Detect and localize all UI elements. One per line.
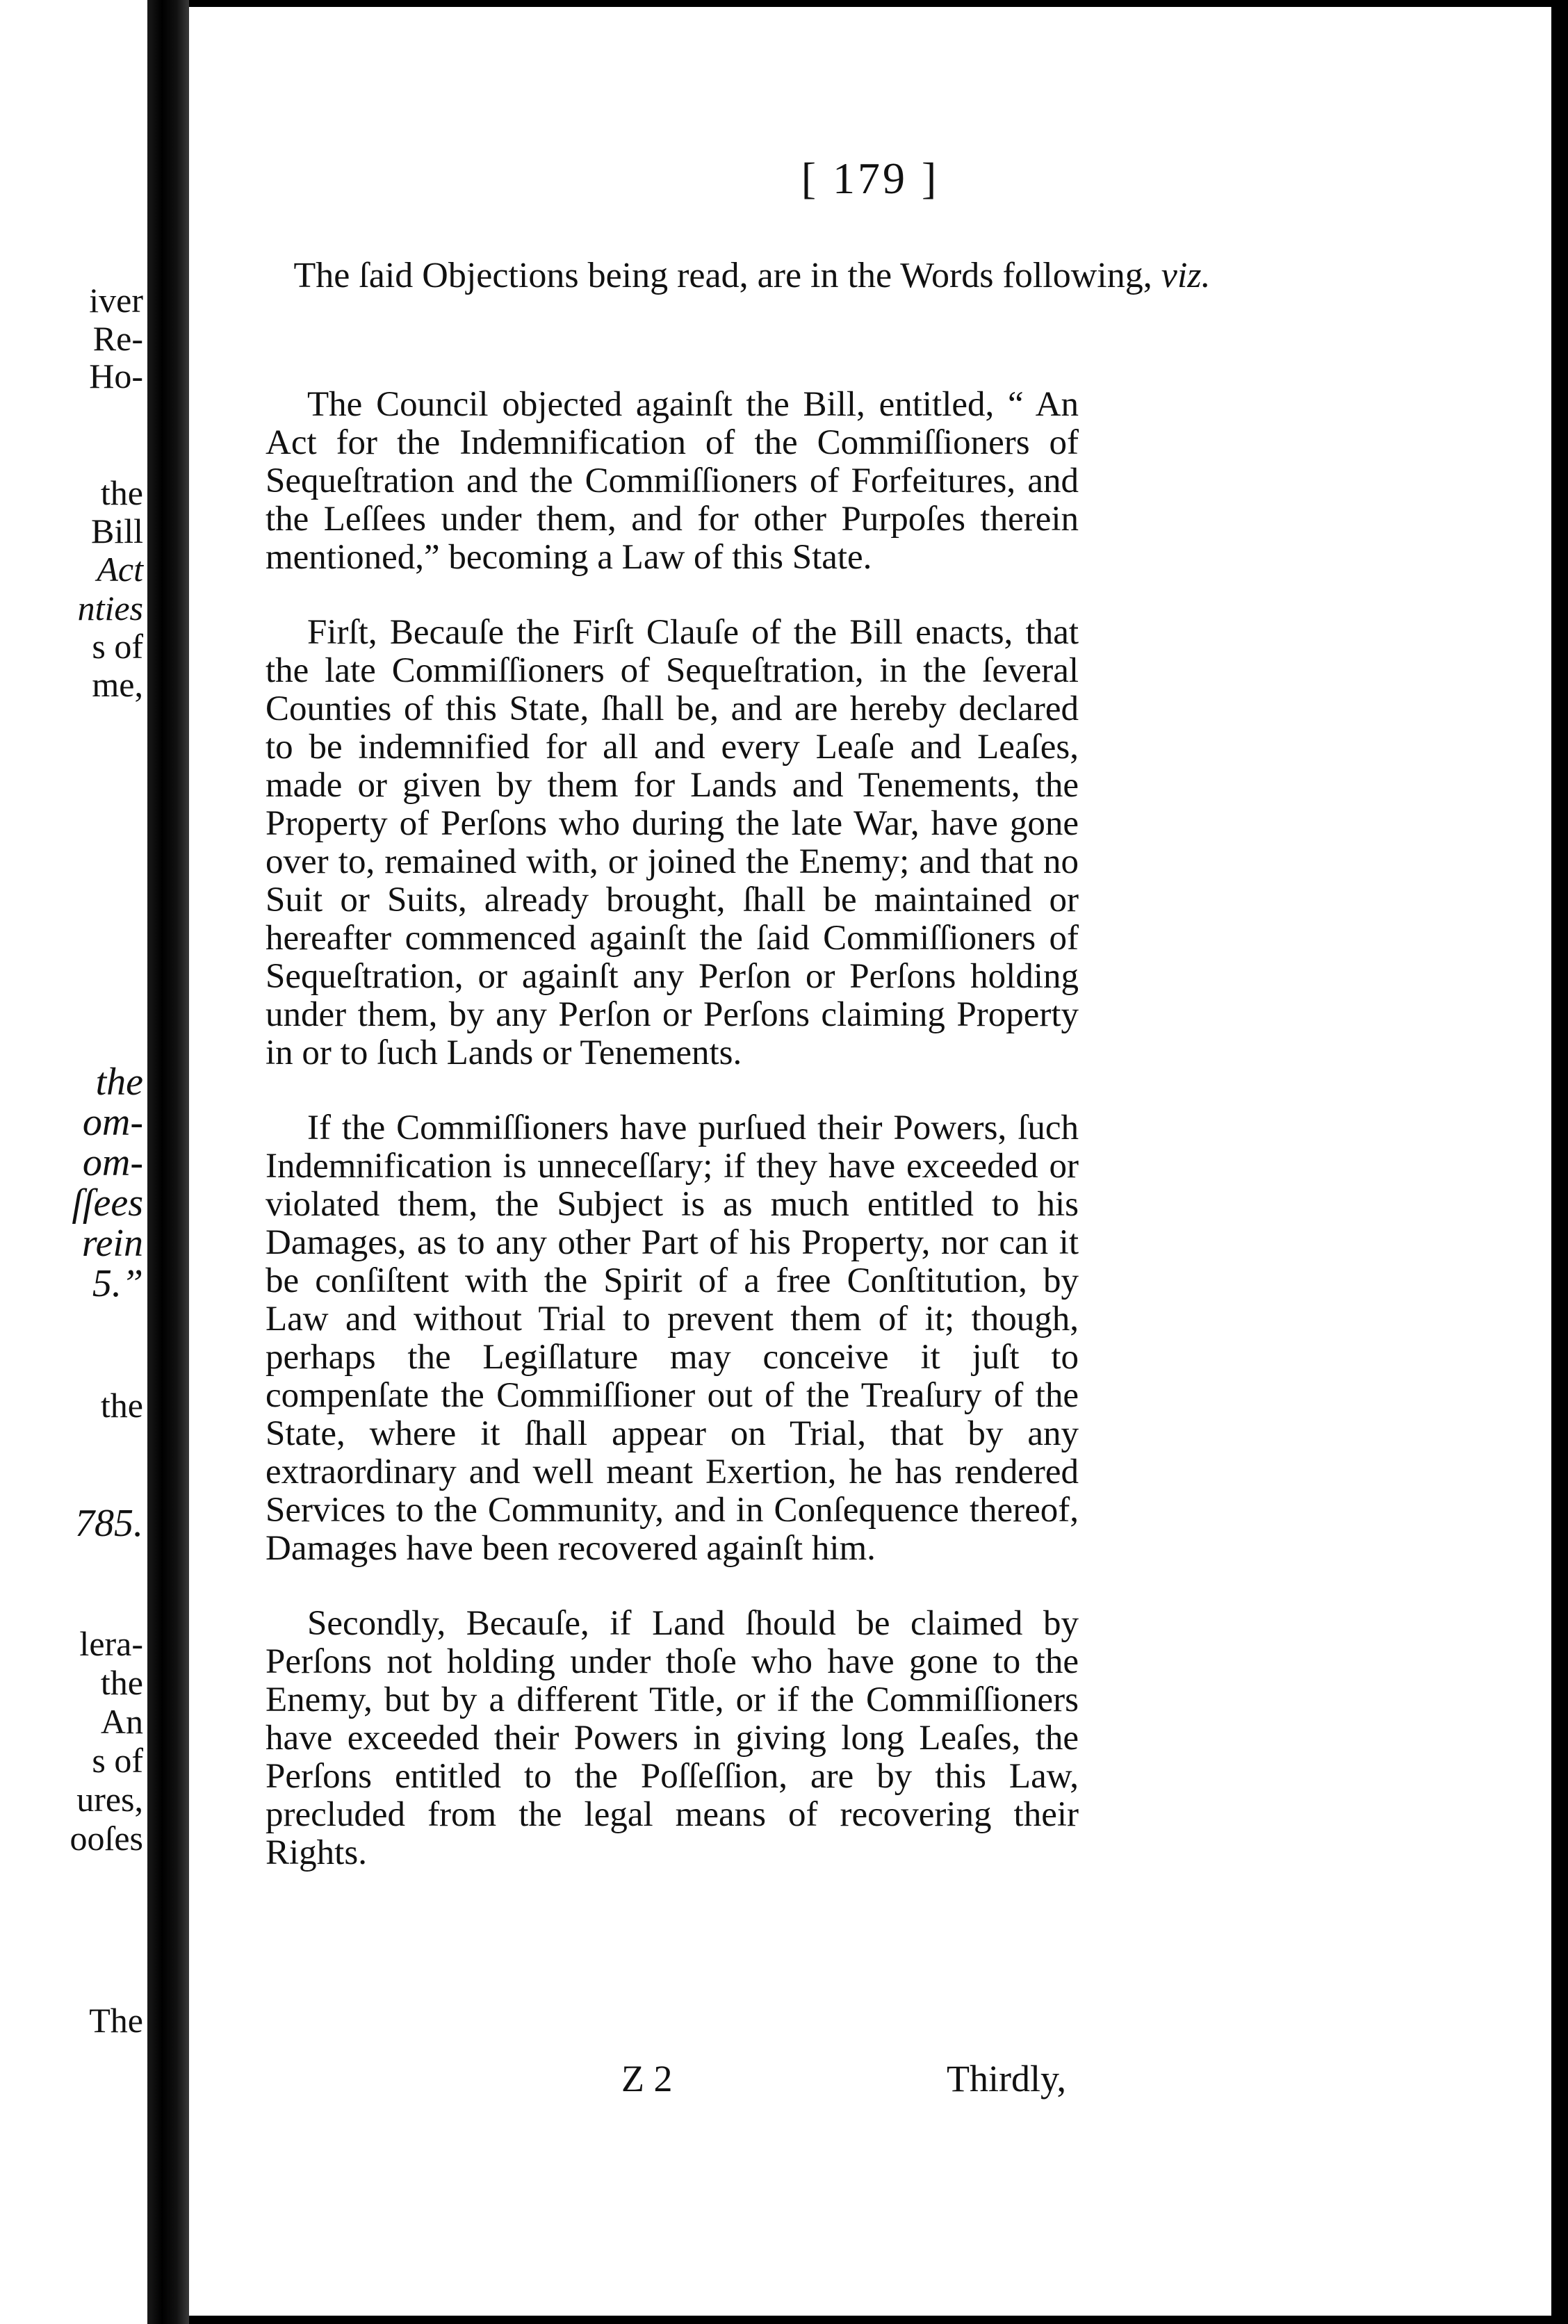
left-fragment: the bbox=[100, 1386, 143, 1425]
paragraph: The Council objected againſt the Bill, entitled, “ An Act for the Indemnification of the Commiſſioners of Sequeſtration and the Commiſſioners of Forfeitures, and the Leſſees under them, and for other Purpoſes therein mentioned,” becoming a Law of this State. bbox=[266, 385, 1079, 577]
left-fragment: ooſes bbox=[70, 1819, 143, 1858]
left-fragment: The bbox=[89, 2001, 143, 2040]
left-fragment: om- bbox=[82, 1141, 143, 1184]
scan-right-edge bbox=[1551, 0, 1568, 2324]
heading-viz: viz. bbox=[1161, 256, 1211, 295]
left-fragment: ures, bbox=[76, 1780, 143, 1819]
left-fragment: Bill bbox=[90, 512, 143, 550]
signature-mark: Z 2 bbox=[621, 2058, 673, 2100]
left-fragment: nties bbox=[77, 589, 143, 628]
paragraph: Firſt, Becauſe the Firſt Clauſe of the Bill enacts, that the late Commiſſioners of Sequeſtration, in the ſeveral Counties of this State, ſhall be, and are hereby declared to be indemnified for all and every Leaſe and Leaſes, made or given by them for Lands and Tenements, the Property of Perſons who during the late War, have gone over to, remained with, or joined the Enemy; and that no Suit or Suits, already brought, ſhall be maintained or hereafter commenced againſt the ſaid Commiſſioners of Sequeſtration, or againſt any Perſon or Perſons holding under them, by any Perſon or Perſons claiming Property in or to ſuch Lands or Tenements. bbox=[266, 613, 1079, 1072]
left-fragment: rein bbox=[81, 1222, 143, 1265]
paragraph: If the Commiſſioners have purſued their Powers, ſuch Indemnification is unneceſſary; if they have exceeded or violated them, the Subject is as much entitled to his Damages, as to any other Part of his Property, nor can it be conſiſtent with the Spirit of a free Conſtitution, by Law and without Trial to prevent them of it; though, perhaps the Legiſlature may conceive it juſt to compenſate the Commiſſioner out of the Treaſury of the State, where it ſhall appear on Trial, that by any extraordinary and well meant Exertion, he has rendered Services to the Community, and in Conſequence thereof, Damages have been recovered againſt him. bbox=[266, 1108, 1079, 1568]
left-fragment: 785. bbox=[75, 1502, 143, 1545]
left-fragment: Ho- bbox=[89, 357, 143, 395]
left-fragment: ſſees bbox=[72, 1181, 143, 1225]
book-gutter bbox=[147, 0, 189, 2324]
left-fragment: the bbox=[95, 1061, 143, 1104]
paragraph: Secondly, Becauſe, if Land ſhould be claimed by Perſons not holding under thoſe who have gone to the Enemy, but by a different Title, or if the Commiſſioners have exceeded their Powers in giving long Leaſes, the Perſons entitled to the Poſſeſſion, are by this Law, precluded from the legal means of recovering their Rights. bbox=[266, 1604, 1079, 1872]
catchword: Thirdly, bbox=[947, 2058, 1066, 2100]
scan-top-edge bbox=[189, 0, 1551, 7]
left-fragment: iver bbox=[89, 281, 143, 320]
left-fragment: lera- bbox=[79, 1624, 143, 1663]
section-heading bbox=[259, 256, 1246, 296]
heading-text: The ſaid Objections being read, are in the Words following, bbox=[293, 256, 1152, 295]
document-page bbox=[189, 7, 1551, 2316]
left-fragment: me, bbox=[92, 665, 143, 704]
left-fragment: s of bbox=[92, 627, 143, 666]
left-fragment: the bbox=[100, 1663, 143, 1702]
left-fragment: om- bbox=[82, 1101, 143, 1144]
document-body bbox=[266, 386, 1079, 1872]
scan-bottom-edge bbox=[189, 2316, 1551, 2324]
page-number: [ 179 ] bbox=[801, 154, 940, 203]
left-facing-page bbox=[0, 0, 147, 2324]
left-fragment: Act bbox=[97, 550, 143, 589]
left-fragment: the bbox=[100, 473, 143, 512]
left-fragment: s of bbox=[92, 1741, 143, 1780]
left-fragment: 5.” bbox=[92, 1262, 143, 1305]
left-fragment: An bbox=[100, 1702, 143, 1741]
left-fragment: Re- bbox=[92, 319, 143, 358]
